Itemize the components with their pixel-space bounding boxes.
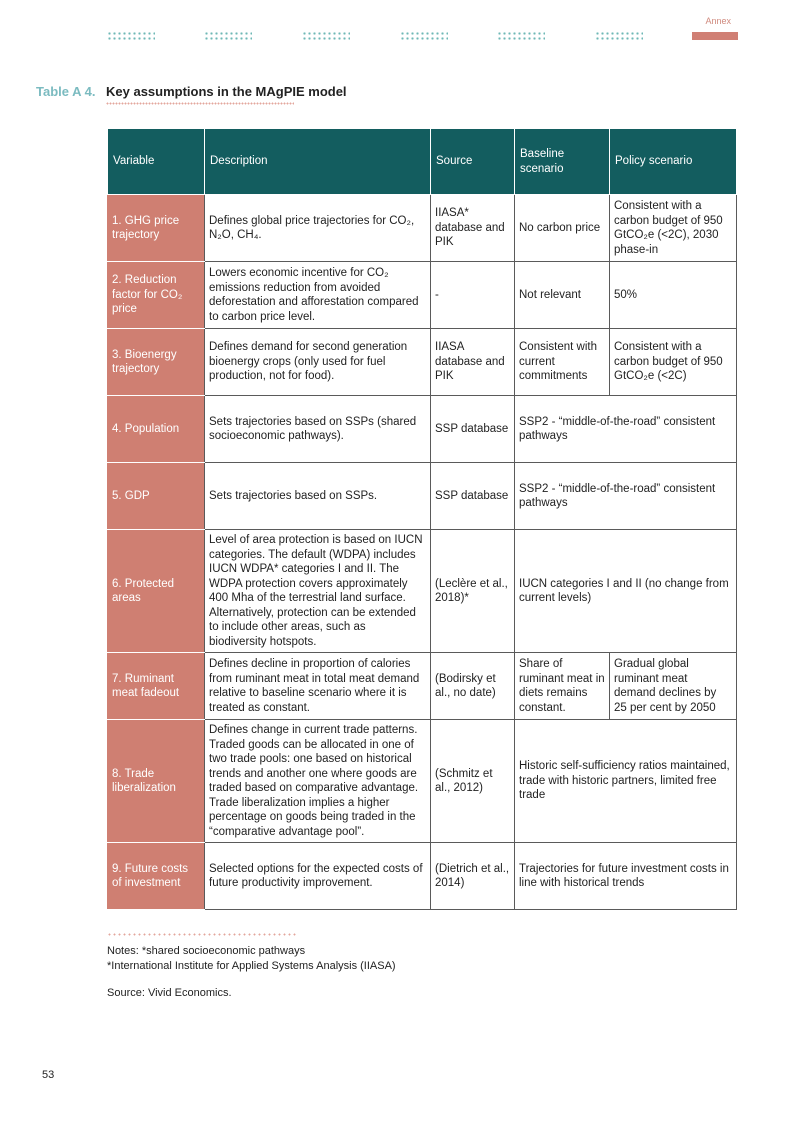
- assumptions-table: [107, 128, 737, 910]
- variable-cell: 4. Population: [108, 396, 205, 463]
- description-cell: Sets trajectories based on SSPs (shared socioeconomic pathways).: [205, 396, 431, 463]
- description-cell: Defines global price trajectories for CO₂, N₂O, CH₄.: [205, 195, 431, 262]
- section-marker-bar: [692, 32, 738, 40]
- baseline-cell: Not relevant: [515, 262, 610, 329]
- scenario-cell: IUCN categories I and II (no change from current levels): [515, 530, 737, 653]
- section-label: Annex: [705, 16, 731, 26]
- table-notes: [107, 944, 396, 974]
- table-row: [108, 262, 737, 329]
- description-cell: Selected options for the expected costs of future productivity improvement.: [205, 843, 431, 910]
- table-row: [108, 843, 737, 910]
- page-number: 53: [42, 1069, 55, 1081]
- column-header: Description: [205, 129, 431, 195]
- variable-cell: 2. Reduction factor for CO₂ price: [108, 262, 205, 329]
- policy-cell: Consistent with a carbon budget of 950 GtCO₂e (<2C): [610, 329, 737, 396]
- column-header: Variable: [108, 129, 205, 195]
- scenario-cell: SSP2 - “middle-of-the-road” consistent pathways: [515, 396, 737, 463]
- column-header: Policy scenario: [610, 129, 737, 195]
- variable-cell: 5. GDP: [108, 463, 205, 530]
- source-cell: (Leclère et al., 2018)*: [431, 530, 515, 653]
- notes-line: *International Institute for Applied Systems Analysis (IIASA): [107, 960, 396, 972]
- table-title: [36, 84, 347, 99]
- policy-cell: Gradual global ruminant meat demand declines by 25 per cent by 2050: [610, 653, 737, 720]
- header-dots: [107, 31, 155, 41]
- notes-divider-dots: [107, 933, 297, 936]
- description-cell: Sets trajectories based on SSPs.: [205, 463, 431, 530]
- variable-cell: 9. Future costs of investment: [108, 843, 205, 910]
- header-dots: [302, 31, 350, 41]
- description-cell: Lowers economic incentive for CO₂ emissions reduction from avoided deforestation and afforestation compared to carbon price level.: [205, 262, 431, 329]
- source-cell: SSP database: [431, 396, 515, 463]
- notes-line: Notes: *shared socioeconomic pathways: [107, 945, 306, 957]
- scenario-cell: SSP2 - “middle-of-the-road” consistent pathways: [515, 463, 737, 530]
- table-heading: Key assumptions in the MAgPIE model: [106, 84, 347, 99]
- column-header: Baseline scenario: [515, 129, 610, 195]
- header-dots: [400, 31, 448, 41]
- source-cell: SSP database: [431, 463, 515, 530]
- scenario-cell: Historic self-sufficiency ratios maintained, trade with historic partners, limited free trade: [515, 720, 737, 843]
- variable-cell: 3. Bioenergy trajectory: [108, 329, 205, 396]
- source-cell: IIASA* database and PIK: [431, 195, 515, 262]
- description-cell: Level of area protection is based on IUCN categories. The default (WDPA) includes IUCN WDPA* categories I and II. The WDPA protection covers approximately 400 Mha of the terrestrial land surface. Alternatively, protection can be extended to include other areas, such as biodiversity hotspots.: [205, 530, 431, 653]
- table-row: [108, 530, 737, 653]
- table-row: [108, 653, 737, 720]
- variable-cell: 6. Protected areas: [108, 530, 205, 653]
- description-cell: Defines decline in proportion of calories from ruminant meat in total meat demand relative to baseline scenario where it is treated as constant.: [205, 653, 431, 720]
- policy-cell: Consistent with a carbon budget of 950 GtCO₂e (<2C), 2030 phase-in: [610, 195, 737, 262]
- table-row: [108, 463, 737, 530]
- table-number: Table A 4.: [36, 84, 96, 99]
- table-row: [108, 720, 737, 843]
- table-row: [108, 396, 737, 463]
- description-cell: Defines demand for second generation bioenergy crops (only used for fuel production, not for food).: [205, 329, 431, 396]
- table-source: Source: Vivid Economics.: [107, 987, 232, 999]
- header-dots: [497, 31, 545, 41]
- variable-cell: 1. GHG price trajectory: [108, 195, 205, 262]
- header-dots: [204, 31, 252, 41]
- variable-cell: 7. Ruminant meat fadeout: [108, 653, 205, 720]
- variable-cell: 8. Trade liberalization: [108, 720, 205, 843]
- baseline-cell: Share of ruminant meat in diets remains constant.: [515, 653, 610, 720]
- baseline-cell: No carbon price: [515, 195, 610, 262]
- column-header: Source: [431, 129, 515, 195]
- title-underline-dots: [106, 102, 294, 105]
- header-dots: [595, 31, 643, 41]
- description-cell: Defines change in current trade patterns. Traded goods can be allocated in one of two trade pools: one based on historical trends and another one where goods are traded based on comparative advantage. Trade liberalization implies a higher percentage on goods being traded in the “comparative advantage pool”.: [205, 720, 431, 843]
- scenario-cell: Trajectories for future investment costs in line with historical trends: [515, 843, 737, 910]
- table-row: [108, 329, 737, 396]
- source-cell: IIASA database and PIK: [431, 329, 515, 396]
- table-row: [108, 195, 737, 262]
- baseline-cell: Consistent with current commitments: [515, 329, 610, 396]
- source-cell: (Dietrich et al., 2014): [431, 843, 515, 910]
- policy-cell: 50%: [610, 262, 737, 329]
- source-cell: (Schmitz et al., 2012): [431, 720, 515, 843]
- source-cell: (Bodirsky et al., no date): [431, 653, 515, 720]
- source-cell: -: [431, 262, 515, 329]
- table-header-row: [108, 129, 737, 195]
